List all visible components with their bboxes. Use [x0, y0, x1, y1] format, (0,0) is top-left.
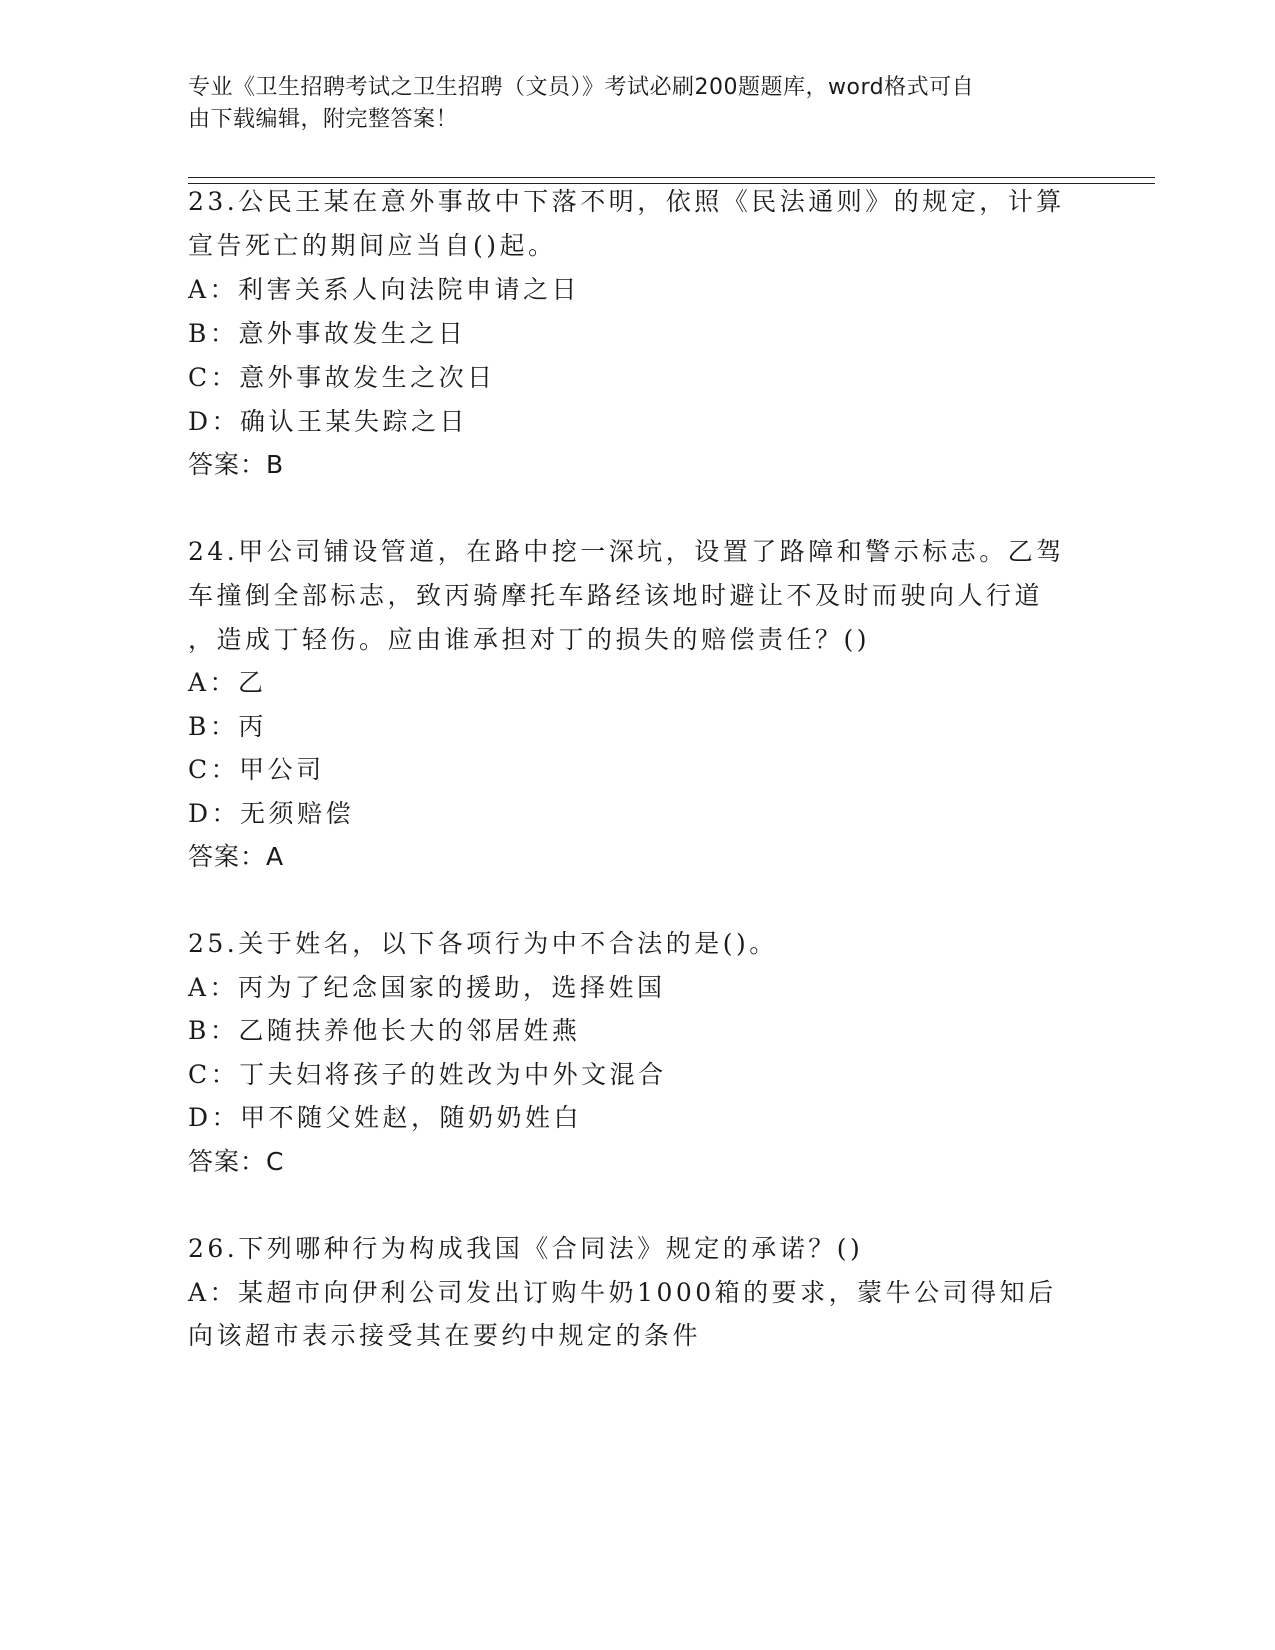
q23-option-c: C：意外事故发生之次日	[188, 363, 496, 392]
q23-answer: 答案：B	[188, 450, 285, 479]
q24-stem-line-3: ，造成丁轻伤。应由谁承担对丁的损失的赔偿责任？()	[188, 625, 871, 654]
q24-option-c: C：甲公司	[188, 755, 325, 784]
q24-option-b: B：丙	[188, 712, 267, 741]
header-divider-bottom	[188, 183, 1155, 184]
q26-option-a-line-1: A：某超市向伊利公司发出订购牛奶1000箱的要求，蒙牛公司得知后	[188, 1278, 1057, 1307]
q24-answer: 答案：A	[188, 842, 285, 871]
q24-stem-line-1: 24.甲公司铺设管道，在路中挖一深坑，设置了路障和警示标志。乙驾	[188, 537, 1065, 566]
q25-answer: 答案：C	[188, 1147, 285, 1176]
header-line-2: 由下载编辑，附完整答案！	[188, 107, 459, 132]
q23-stem-line-1: 23.公民王某在意外事故中下落不明，依照《民法通则》的规定，计算	[188, 187, 1065, 216]
document-header	[188, 72, 1068, 136]
header-line-1: 专业《卫生招聘考试之卫生招聘（文员）》考试必刷200题题库，word格式可自	[188, 75, 975, 100]
q25-stem-line-1: 25.关于姓名，以下各项行为中不合法的是()。	[188, 929, 778, 958]
q26-stem-line-1: 26.下列哪种行为构成我国《合同法》规定的承诺？()	[188, 1234, 864, 1263]
q25-option-a: A：丙为了纪念国家的援助，选择姓国	[188, 973, 666, 1002]
q24-stem-line-2: 车撞倒全部标志，致丙骑摩托车路经该地时避让不及时而驶向人行道	[188, 581, 1044, 610]
q25-option-d: D：甲不随父姓赵，随奶奶姓白	[188, 1103, 583, 1132]
q24-option-d: D：无须赔偿	[188, 799, 355, 828]
q24-option-a: A：乙	[188, 668, 267, 697]
q23-stem-line-2: 宣告死亡的期间应当自()起。	[188, 231, 557, 260]
q23-option-b: B：意外事故发生之日	[188, 319, 467, 348]
q23-option-d: D：确认王某失踪之日	[188, 407, 469, 436]
q23-option-a: A：利害关系人向法院申请之日	[188, 275, 581, 304]
header-divider-top	[188, 177, 1155, 178]
q26-option-a-line-2: 向该超市表示接受其在要约中规定的条件	[188, 1321, 702, 1350]
q25-option-c: C：丁夫妇将孩子的姓改为中外文混合	[188, 1060, 667, 1089]
q25-option-b: B：乙随扶养他长大的邻居姓燕	[188, 1016, 581, 1045]
